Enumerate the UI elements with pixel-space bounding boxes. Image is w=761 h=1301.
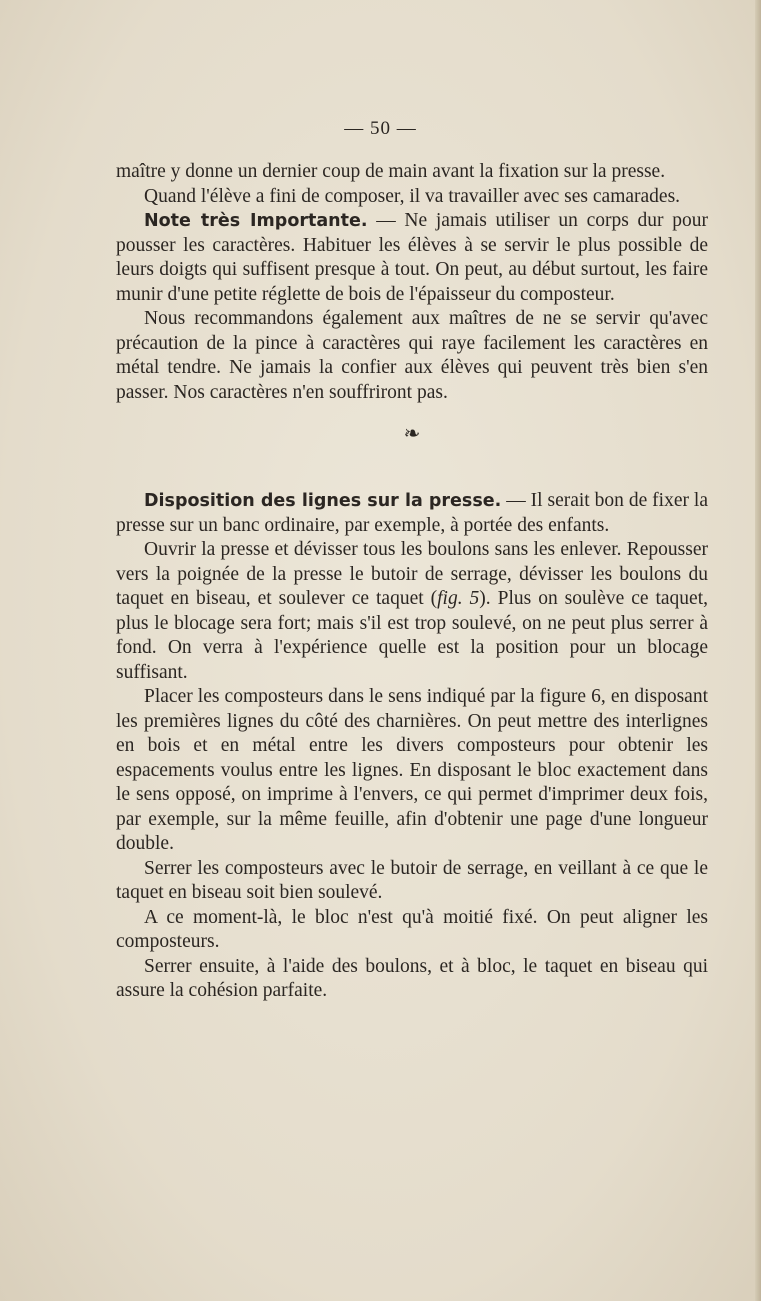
body-text [116,160,708,1004]
paragraph-serrer: Serrer les composteurs avec le butoir de serrage, en veillant à ce que le taquet en biseau soit bien soulevé. [116,857,708,903]
note-heading: Note très Importante. [144,211,368,231]
paragraph-disposition [116,489,708,538]
section-spacer [116,463,708,489]
section-heading: Disposition des lignes sur la presse. [144,491,502,511]
paragraph-eleve: Quand l'élève a fini de composer, il va travailler avec ses camarades. [144,185,681,207]
paragraph-continuation: maître y donne un dernier coup de main avant la fixation sur la presse. [116,161,666,182]
page-edge [755,0,761,1301]
section-heading-text: — Il serait bon de fixer la presse sur un banc ordinaire, par exemple, à portée des enfants. [116,490,708,536]
figure-reference: fig. 5 [437,588,480,609]
paragraph-note [116,209,708,307]
paragraph-ouvrir-a: Ouvrir la presse et dévisser tous les boulons sans les enlever. Repousser vers la poignée de la presse le butoir de serrage, dévisser les boulons du taquet en biseau, et soulever ce taquet ( [116,539,708,609]
paragraph-ouvrir [116,538,708,685]
page-number: — 50 — [344,118,417,139]
note-text: — Ne jamais utiliser un corps dur pour pousser les caractères. Habituer les élèves à se servir le plus possible de leurs doigts qui suffisent presque à tout. On peut, au début surtout, les faire munir d'une petite réglette de bois de l'épaisseur du composteur. [116,210,708,305]
paragraph-ensuite: Serrer ensuite, à l'aide des boulons, et à bloc, le taquet en biseau qui assure la cohésion parfaite. [116,955,708,1001]
ornament-icon: ❧ [403,423,421,445]
paragraph-placer: Placer les composteurs dans le sens indiqué par la figure 6, en disposant les premières lignes du côté des charnières. On peut mettre des interlignes en bois et en métal entre les divers composteurs pour obtenir les espacements voulus entre les lignes. En disposant le bloc exactement dans le sens opposé, on imprime à l'envers, ce qui permet d'imprimer deux fois, par exemple, sur la même feuille, afin d'obtenir une page d'une longueur double. [116,686,708,854]
paragraph-pince: Nous recommandons également aux maîtres de ne se servir qu'avec précaution de la pince à caractères qui raye facilement les caractères en métal tendre. Ne jamais la confier aux élèves qui peuvent très bien s'en passer. Nos caractères n'en souffriront pas. [116,308,708,403]
paragraph-ouvrir-b: ). Plus on soulève ce taquet, plus le blocage sera fort; mais s'il est trop soulevé, on ne peut plus serrer à fond. On verra à l'expérience quelle est la position pour un blocage suffisant. [116,588,709,683]
paragraph-moment: A ce moment-là, le bloc n'est qu'à moitié fixé. On peut aligner les composteurs. [116,906,708,952]
